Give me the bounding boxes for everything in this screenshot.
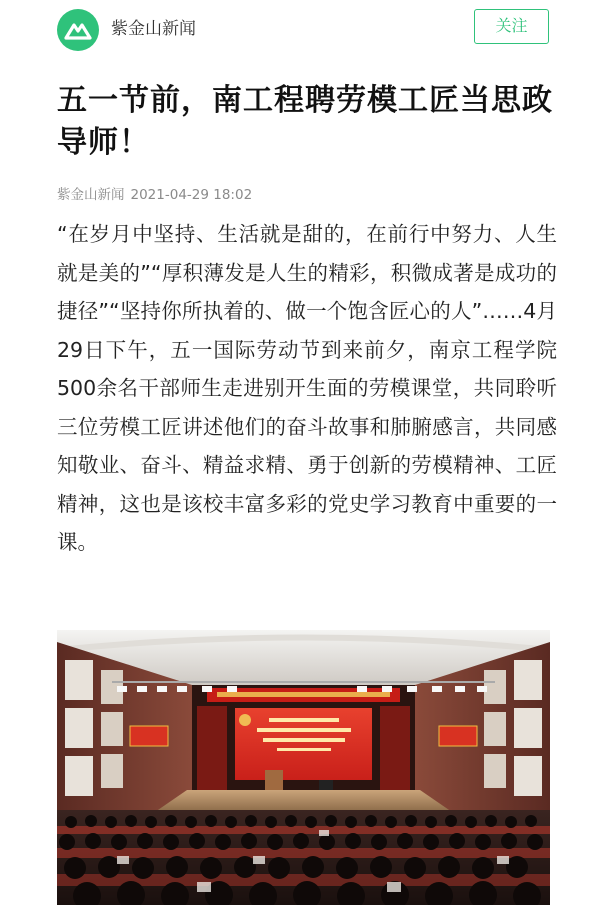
meta-datetime: 2021-04-29 18:02 <box>130 187 253 203</box>
source-name[interactable]: 紫金山新闻 <box>111 19 196 39</box>
article-header <box>0 0 605 60</box>
article-title: 五一节前，南工程聘劳模工匠当思政导师！ <box>57 83 553 160</box>
zijinshan-logo-icon[interactable] <box>57 9 99 51</box>
auditorium-photo-icon <box>57 630 550 905</box>
follow-button[interactable]: 关注 <box>474 9 549 44</box>
meta-source: 紫金山新闻 <box>57 187 125 203</box>
auditorium-photo[interactable] <box>57 630 550 905</box>
article-meta <box>57 185 252 205</box>
article-body: “在岁月中坚持、生活就是甜的，在前行中努力、人生就是美的”“厚积薄发是人生的精彩，积微成著是成功的捷径”“坚持你所执着的、做一个饱含匠心的人”……4月29日下午，五一国际劳动节到来前夕，南京工程学院500余名干部师生走进别开生面的劳模课堂，共同聆听三位劳模工匠讲述他们的奋斗故事和肺腑感言，共同感知敬业、奋斗、精益求精、勇于创新的劳模精神、工匠精神，这也是该校丰富多彩的党史学习教育中重要的一课。 <box>57 222 557 554</box>
